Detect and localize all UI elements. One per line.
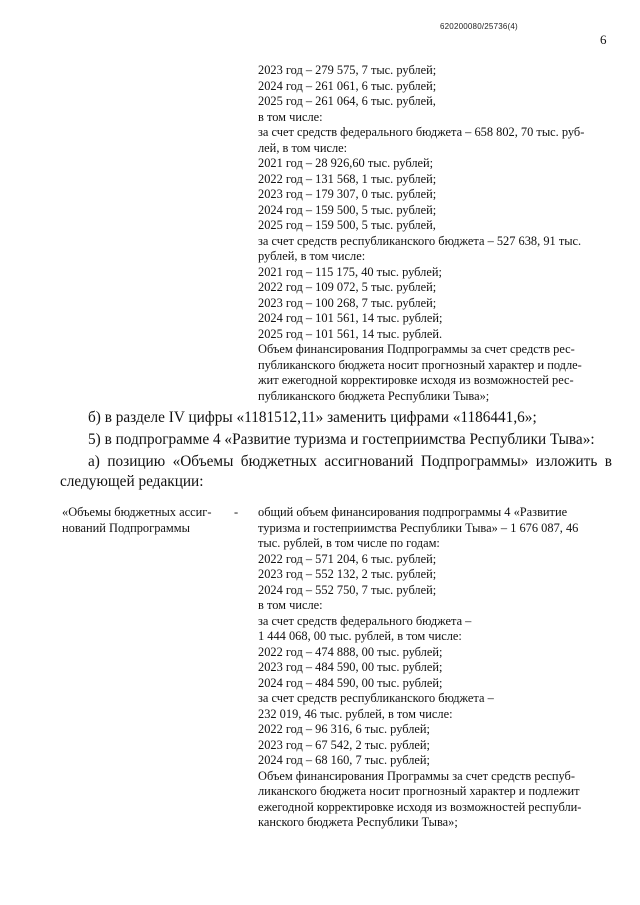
paragraph-a-line-2: следующей редакции:	[60, 473, 204, 490]
paragraph-b: б) в разделе IV цифры «1181512,11» заменить цифрами «1186441,6»;	[88, 409, 537, 426]
text-line: 2022 год – 96 316, 6 тыс. рублей;	[258, 722, 430, 736]
subprogram-4-financing-block	[258, 505, 610, 831]
text-line: 2025 год – 261 064, 6 тыс. рублей,	[258, 94, 436, 108]
text-line: за счет средств республиканского бюджета –	[258, 691, 494, 705]
text-line: 2022 год – 131 568, 1 тыс. рублей;	[258, 171, 437, 186]
text-line: 2023 год – 67 542, 2 тыс. рублей;	[258, 737, 430, 752]
financing-continuation-block	[258, 63, 610, 404]
text-line: 2023 год – 484 590, 00 тыс. рублей;	[258, 660, 443, 674]
text-line: общий объем финансирования подпрограммы 4 «Развитие	[258, 505, 568, 519]
paragraph-a-line-1: а) позицию «Объемы бюджетных ассигнований Подпрограммы» изложить в	[88, 453, 612, 470]
text-line: 2023 год – 279 575, 7 тыс. рублей;	[258, 63, 437, 77]
paragraph-5: 5) в подпрограмме 4 «Развитие туризма и гостеприимства Республики Тыва»:	[88, 431, 595, 448]
text-line: 2022 год – 571 204, 6 тыс. рублей;	[258, 551, 437, 566]
text-line: Объем финансирования Программы за счет средств респуб-	[258, 768, 575, 783]
document-id: 620200080/25736(4)	[440, 22, 518, 31]
text-line: в том числе:	[258, 598, 323, 612]
text-line: в том числе:	[258, 109, 323, 124]
text-line: 2023 год – 179 307, 0 тыс. рублей;	[258, 187, 437, 201]
text-line: 2024 год – 484 590, 00 тыс. рублей;	[258, 675, 443, 690]
text-line: за счет средств федерального бюджета –	[258, 613, 472, 628]
text-line: 2021 год – 115 175, 40 тыс. рублей;	[258, 264, 442, 279]
text-line: канского бюджета Республики Тыва»;	[258, 815, 458, 829]
text-line: лей, в том числе:	[258, 140, 348, 155]
text-line: 2024 год – 101 561, 14 тыс. рублей;	[258, 311, 443, 325]
text-line: публиканского бюджета Республики Тыва»;	[258, 388, 490, 403]
text-line: 2024 год – 552 750, 7 тыс. рублей;	[258, 582, 437, 597]
separator-dash: -	[234, 505, 239, 519]
text-line: 232 019, 46 тыс. рублей, в том числе:	[258, 706, 453, 721]
text-line: 2024 год – 159 500, 5 тыс. рублей;	[258, 202, 437, 217]
page-number: 6	[600, 32, 607, 47]
text-line: 2025 год – 159 500, 5 тыс. рублей,	[258, 218, 436, 232]
text-line: жит ежегодной корректировке исходя из возможностей рес-	[258, 373, 574, 387]
text-line: 2023 год – 552 132, 2 тыс. рублей;	[258, 567, 437, 581]
text-line: 2021 год – 28 926,60 тыс. рублей;	[258, 156, 434, 170]
text-line: публиканского бюджета носит прогнозный характер и подле-	[258, 357, 582, 372]
text-line: 2025 год – 101 561, 14 тыс. рублей.	[258, 326, 443, 341]
text-line: 2022 год – 109 072, 5 тыс. рублей;	[258, 280, 437, 294]
position-label	[62, 505, 242, 536]
text-line: туризма и гостеприимства Республики Тыва» – 1 676 087, 46	[258, 520, 579, 535]
label-line: «Объемы бюджетных ассиг-	[62, 505, 212, 519]
text-line: за счет средств республиканского бюджета – 527 638, 91 тыс.	[258, 233, 582, 248]
text-line: ежегодной корректировке исходя из возможностей республи-	[258, 799, 582, 814]
label-line: нований Подпрограммы	[62, 520, 190, 535]
text-line: 1 444 068, 00 тыс. рублей, в том числе:	[258, 629, 462, 643]
text-line: ликанского бюджета носит прогнозный характер и подлежит	[258, 784, 580, 798]
text-line: 2023 год – 100 268, 7 тыс. рублей;	[258, 295, 437, 310]
text-line: 2024 год – 68 160, 7 тыс. рублей;	[258, 753, 430, 767]
text-line: тыс. рублей, в том числе по годам:	[258, 536, 440, 550]
text-line: рублей, в том числе:	[258, 249, 366, 263]
text-line: 2022 год – 474 888, 00 тыс. рублей;	[258, 644, 443, 659]
text-line: 2024 год – 261 061, 6 тыс. рублей;	[258, 78, 437, 93]
text-line: за счет средств федерального бюджета – 658 802, 70 тыс. руб-	[258, 125, 585, 139]
text-line: Объем финансирования Подпрограммы за счет средств рес-	[258, 342, 575, 356]
